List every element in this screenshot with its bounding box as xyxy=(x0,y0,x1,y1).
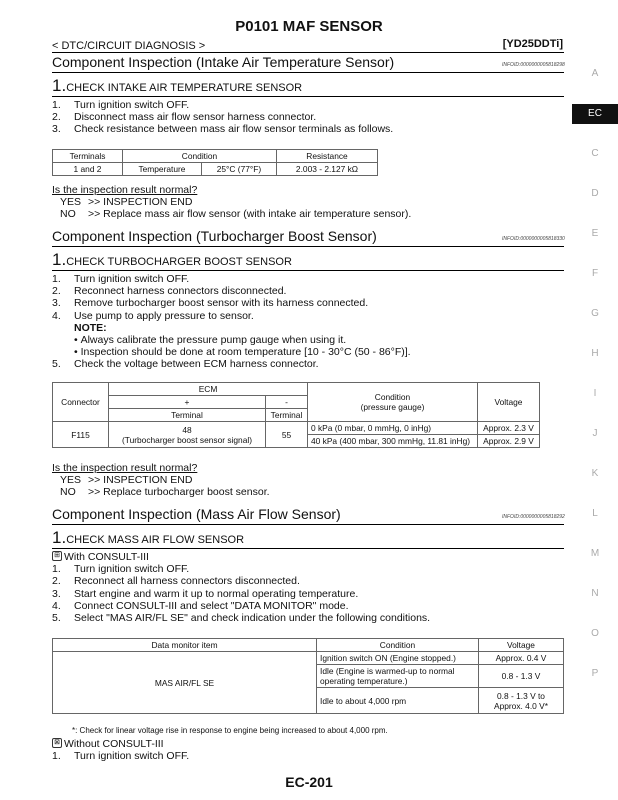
data-monitor-table xyxy=(52,638,564,714)
table-cell: 2.003 - 2.127 kΩ xyxy=(276,163,377,176)
sidebar-item-a[interactable]: A xyxy=(591,68,599,79)
table-header: Resistance xyxy=(276,150,377,163)
table-cell: 0.8 - 1.3 V to Approx. 4.0 V* xyxy=(479,688,564,714)
table-header: Connector xyxy=(53,383,109,422)
table-header: Data monitor item xyxy=(53,639,317,652)
sidebar-item-d[interactable]: D xyxy=(591,188,599,199)
table-header: + xyxy=(109,396,266,409)
procedure-list xyxy=(52,99,393,136)
section-rule xyxy=(52,524,564,525)
sidebar-item-c[interactable]: C xyxy=(591,148,599,159)
step-title xyxy=(52,250,292,270)
list-item: 5. Select "MAS AIR/FL SE" and check indication under the following conditions. xyxy=(52,612,431,625)
page-title: P0101 MAF SENSOR xyxy=(235,18,383,35)
table-cell: 1 and 2 xyxy=(53,163,123,176)
list-item: 2. Reconnect harness connectors disconnected. xyxy=(52,285,287,298)
sidebar-item-n[interactable]: N xyxy=(591,588,599,599)
no-consult-icon: ⊠ xyxy=(52,738,62,748)
table-header: Voltage xyxy=(479,639,564,652)
consult-icon: ⊞ xyxy=(52,551,62,561)
engine-model-label: [YD25DDTi] xyxy=(502,38,563,50)
sidebar-item-e[interactable]: E xyxy=(591,228,599,239)
table-footnote: *: Check for linear voltage rise in response to engine being increased to about 4,000 rpm. xyxy=(72,726,388,735)
table-cell: Approx. 0.4 V xyxy=(479,652,564,665)
note-label: NOTE: xyxy=(74,321,107,334)
procedure-list xyxy=(52,273,411,371)
sidebar-item-g[interactable]: G xyxy=(591,308,599,319)
list-item: 1. Turn ignition switch OFF. xyxy=(52,563,190,576)
table-cell: 40 kPa (400 mbar, 300 mmHg, 11.81 inHg) xyxy=(308,435,478,448)
sidebar-item-ec[interactable]: EC xyxy=(572,104,618,124)
sidebar-item-j[interactable]: J xyxy=(592,428,598,439)
table-header: Condition xyxy=(123,150,277,163)
no-branch: NO >> Replace turbocharger boost sensor. xyxy=(60,486,270,498)
table-cell: MAS AIR/FL SE xyxy=(53,652,317,714)
table-cell: 25°C (77°F) xyxy=(201,163,276,176)
table-header: Terminal xyxy=(109,409,266,422)
table-header: Terminal xyxy=(266,409,308,422)
sidebar-item-m[interactable]: M xyxy=(590,548,600,559)
table-cell: Idle to about 4,000 rpm xyxy=(317,688,479,714)
list-item: 1. Turn ignition switch OFF. xyxy=(52,273,190,285)
list-item: 3. Check resistance between mass air flow sensor terminals as follows. xyxy=(52,123,394,136)
table-cell: 0.8 - 1.3 V xyxy=(479,665,564,688)
list-item: 3. Start engine and warm it up to normal operating temperature. xyxy=(52,587,359,600)
procedure-list xyxy=(52,551,430,624)
step-title-text: CHECK MASS AIR FLOW SENSOR xyxy=(66,534,245,546)
table-header: Terminals xyxy=(53,150,123,163)
table-cell: F115 xyxy=(53,422,109,448)
sidebar-item-k[interactable]: K xyxy=(591,468,599,479)
info-id: INFOID:0000000005818292 xyxy=(502,514,565,520)
step-title-text: CHECK TURBOCHARGER BOOST SENSOR xyxy=(66,256,292,268)
table-cell: Ignition switch ON (Engine stopped.) xyxy=(317,652,479,665)
table-cell: Temperature xyxy=(123,163,202,176)
boost-voltage-table xyxy=(52,382,540,448)
procedure-list xyxy=(52,738,189,762)
result-block xyxy=(52,184,411,220)
sidebar-item-o[interactable]: O xyxy=(591,628,599,639)
page-number: EC-201 xyxy=(285,774,333,790)
sidebar-item-p[interactable]: P xyxy=(591,668,599,679)
sidebar-item-i[interactable]: I xyxy=(593,388,597,399)
list-item: 3. Remove turbocharger boost sensor with its harness connected. xyxy=(52,297,369,310)
table-header: Condition (pressure gauge) xyxy=(308,383,478,422)
list-item: 4. Use pump to apply pressure to sensor. xyxy=(52,309,254,322)
section-rule xyxy=(52,246,564,247)
section-heading-iat: Component Inspection (Intake Air Temperature Sensor) xyxy=(52,54,395,70)
no-branch: NO >> Replace mass air flow sensor (with intake air temperature sensor). xyxy=(60,208,412,220)
header-rule xyxy=(52,52,564,53)
note-item: • Inspection should be done at room temperature [10 - 30°C (50 - 86°F)]. xyxy=(74,346,411,359)
section-heading-maf: Component Inspection (Mass Air Flow Sensor) xyxy=(52,506,341,522)
inspection-question: Is the inspection result normal? xyxy=(52,184,198,196)
inspection-question: Is the inspection result normal? xyxy=(52,462,198,474)
table-header: Condition xyxy=(317,639,479,652)
sidebar-item-l[interactable]: L xyxy=(592,508,598,519)
section-heading-boost: Component Inspection (Turbocharger Boost Sensor) xyxy=(52,228,377,244)
with-consult-label: ⊞ With CONSULT-III xyxy=(52,551,430,563)
yes-branch: YES >> INSPECTION END xyxy=(60,196,193,208)
step-rule xyxy=(52,96,564,97)
section-rule xyxy=(52,72,564,73)
yes-branch: YES >> INSPECTION END xyxy=(60,474,193,486)
section-breadcrumb: < DTC/CIRCUIT DIAGNOSIS > xyxy=(52,40,206,52)
table-header: Voltage xyxy=(478,383,540,422)
note-item: • Always calibrate the pressure pump gauge when using it. xyxy=(74,334,347,347)
table-cell: Idle (Engine is warmed-up to normal operating temperature.) xyxy=(317,665,479,688)
step-title-text: CHECK INTAKE AIR TEMPERATURE SENSOR xyxy=(66,82,303,94)
table-cell: Approx. 2.9 V xyxy=(478,435,540,448)
without-consult-label: ⊠ Without CONSULT-III xyxy=(52,738,189,750)
list-item: 1. Turn ignition switch OFF. xyxy=(52,750,190,763)
list-item: 2. Reconnect all harness connectors disconnected. xyxy=(52,575,300,588)
info-id: INFOID:0000000005818298 xyxy=(502,62,565,68)
result-block xyxy=(52,462,270,498)
list-item: 4. Connect CONSULT-III and select "DATA MONITOR" mode. xyxy=(52,599,349,612)
list-item: 2. Disconnect mass air flow sensor harness connector. xyxy=(52,111,317,124)
step-number: 1. xyxy=(52,528,67,547)
list-item: 5. Check the voltage between ECM harness connector. xyxy=(52,358,319,371)
sidebar-item-f[interactable]: F xyxy=(591,268,599,279)
list-item: 1. Turn ignition switch OFF. xyxy=(52,99,190,111)
table-header: ECM xyxy=(109,383,308,396)
step-number: 1. xyxy=(52,76,67,95)
step-rule xyxy=(52,270,564,271)
table-header: - xyxy=(266,396,308,409)
table-cell: Approx. 2.3 V xyxy=(478,422,540,435)
sidebar-item-h[interactable]: H xyxy=(591,348,599,359)
resistance-table xyxy=(52,149,378,176)
table-cell: 55 xyxy=(266,422,308,448)
table-cell: 0 kPa (0 mbar, 0 mmHg, 0 inHg) xyxy=(308,422,478,435)
step-title xyxy=(52,76,302,96)
step-rule xyxy=(52,548,564,549)
info-id: INFOID:0000000005818330 xyxy=(502,236,565,242)
table-cell: 48 (Turbocharger boost sensor signal) xyxy=(109,422,266,448)
step-title xyxy=(52,528,244,548)
step-number: 1. xyxy=(52,250,67,269)
